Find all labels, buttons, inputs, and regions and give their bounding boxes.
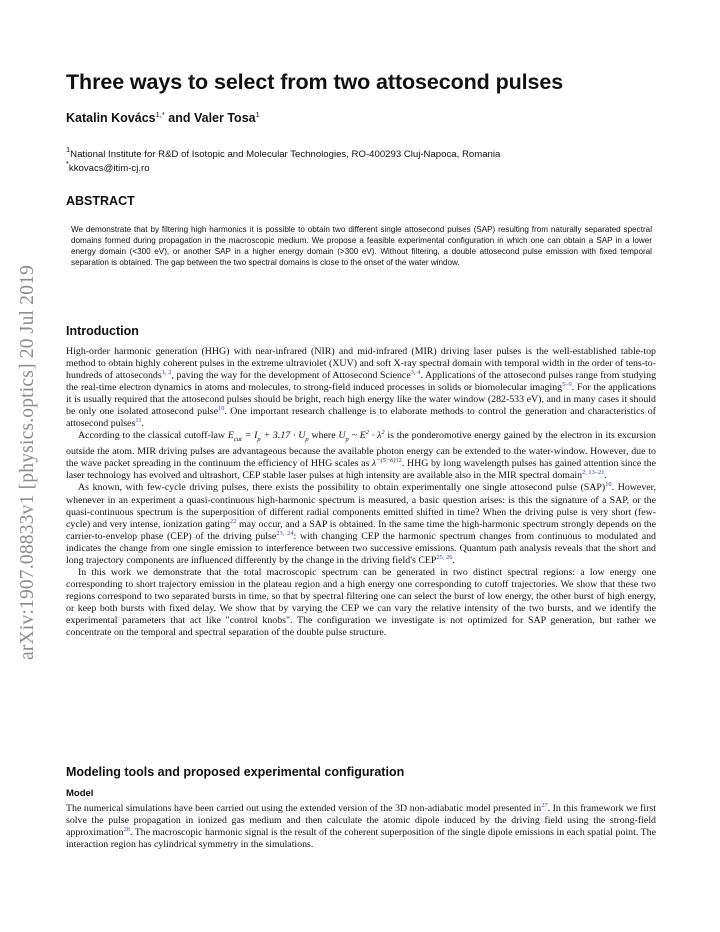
text-run: . HHG by long wavelength pulses has gained attention since the laser technology has evolved and ultrashort, CEP stable laser pulses at high intensity are available also in the MIR spectral domain — [66, 458, 656, 482]
modeling-body — [66, 803, 656, 851]
citation-link[interactable]: 10 — [218, 405, 225, 413]
citation-link[interactable]: 10 — [605, 481, 612, 489]
citation-link[interactable]: 11 — [135, 417, 142, 425]
math-symbol: E — [227, 430, 234, 442]
author-name: Katalin Kovács — [66, 111, 156, 125]
citation-link[interactable]: 5–9 — [562, 381, 572, 389]
text-run: . In this framework we first solve the pulse propagation in ionized gas medium and then calculate the atomic dipole induced by the driving field using the strong-field approximation — [66, 803, 656, 839]
author-name: Valer Tosa — [193, 111, 256, 125]
text-run: . One important research challenge is to elaborate methods to control the generation and characteristics of attosecond pulses — [66, 406, 656, 430]
text-run: . For the applications it is usually required that the attosecond pulses should be bright, reach high energy like the water window (282-533 eV), and in many cases it should be only one isolated attosecond pulse — [66, 382, 657, 418]
affiliation-line — [66, 145, 500, 160]
math-subscript: p — [257, 436, 261, 444]
paragraph — [66, 346, 656, 430]
author-list — [66, 110, 260, 125]
text-run: The numerical simulations have been carried out using the extended version of the 3D non-adiabatic model presented in — [66, 803, 542, 814]
text-run: . However, whenever in an experiment a quasi-continuous high-harmonic spectrum is measured, a basic question arises: is this the signature of a SAP, or the quasi-continuous spectrum is the superposition of different radial components emitted shifted in time? When the driving pulse is very short (few-cycle) and very intense, ionization gating — [66, 482, 656, 530]
model-subheading: Model — [66, 788, 94, 799]
corresponding-email-line — [66, 159, 150, 174]
citation-link[interactable]: 22 — [229, 517, 237, 525]
text-run: : with changing CEP the harmonic spectrum changes from continuous to modulated and indicates the change from one single emission to interference between two successive emissions. Quantum path analysis reveals that the short and long trajectory components are influenced differently by the change in the driving field's CEP — [66, 530, 656, 566]
text-run: is the ponderomotive energy gained by the electron in its excursion outside the atom. MIR driving pulses are advantageous because the available photon energy can be extended to the water-window. However, due to the wave packet spreading in the continuum the efficiency of HHG scales as — [66, 430, 656, 470]
citation-link[interactable]: 2, 13–21 — [582, 469, 605, 477]
math-subscript: p — [345, 436, 349, 444]
math-expression — [372, 458, 396, 469]
math-expression — [338, 429, 385, 444]
affiliation-mark: 1,* — [155, 110, 165, 119]
paragraph — [66, 803, 656, 851]
math-symbol: · λ — [368, 430, 382, 442]
affiliation-text: National Institute for R&D of Isotopic and Molecular Technologies, RO-400293 Cluj-Napoca, Romania — [70, 149, 501, 160]
author-conjunction: and — [164, 111, 194, 125]
text-run: may occur, and a SAP is obtained. In the same time the high-harmonic spectrum strongly depends on the carrier-to-envelop phase (CEP) of the driving pulse — [66, 518, 656, 542]
email-text[interactable]: kkovacs@itim-cj.ro — [68, 163, 150, 174]
text-run: . — [604, 470, 607, 482]
math-superscript: 2 — [381, 429, 385, 437]
citation-link[interactable]: 28 — [123, 826, 130, 834]
paragraph — [66, 482, 656, 566]
text-run: As known, with few-cycle driving pulses, there exists the possibility to obtain experimentally one single attosecond pulse (SAP) — [78, 482, 606, 494]
text-run: , paving the way for the development of Attosecond Science — [171, 370, 411, 382]
citation-link[interactable]: 23, 24 — [276, 529, 294, 537]
text-run: . — [141, 418, 145, 430]
affiliation-mark: 1 — [66, 145, 71, 154]
math-superscript: 2 — [365, 429, 369, 437]
abstract-text: We demonstrate that by filtering high harmonics it is possible to obtain two different single attosecond pulses (SAP) resulting from naturally separated spectral domains formed during propagation in the macroscopic medium. We propose a feasible experimental configuration in which one can obtain a SAP in a lower energy domain (<300 eV), or another SAP in a higher energy domain (>300 eV). Without filtering, a double attosecond pulse emission with fixed temporal separation is obtained. The gap between the two spectral domains is close to the onset of the water window. — [71, 225, 652, 267]
math-symbol: U — [338, 430, 346, 442]
modeling-section-heading: Modeling tools and proposed experimental configuration — [66, 765, 405, 779]
affiliation-mark: * — [66, 159, 69, 168]
citation-link[interactable]: 12 — [395, 457, 402, 465]
math-subscript: cut — [233, 436, 242, 444]
paper-title: Three ways to select from two attosecond pulses — [66, 70, 564, 94]
affiliation-mark: 1 — [255, 110, 260, 119]
arxiv-identifier-stamp: arXiv:1907.08833v1 [physics.optics] 20 Jul 2019 — [17, 264, 38, 660]
math-expression — [227, 430, 309, 444]
math-symbol: λ — [371, 458, 377, 470]
text-run: . — [452, 554, 455, 566]
paragraph — [66, 430, 656, 482]
introduction-heading: Introduction — [66, 324, 139, 338]
math-superscript: −(5−6) — [376, 457, 396, 465]
math-symbol: = I — [241, 430, 258, 442]
citation-link[interactable]: 25, 26 — [436, 553, 453, 561]
citation-link[interactable]: 3, 4 — [410, 369, 421, 377]
introduction-body — [66, 346, 656, 639]
text-run: High-order harmonic generation (HHG) with near-infrared (NIR) and mid-infrared (MIR) driving laser pulses is the well-established table-top method to obtain highly coherent pulses in the extreme ultraviolet (XUV) and soft X-ray spectral domain with temporal width in the order of tens-to-hundreds of attoseconds — [66, 346, 656, 382]
text-run: . Applications of the attosecond pulses range from studying the real-time electron dynamics in atoms and molecules, to strong-field induced processes in solids or biomolecular imaging — [66, 370, 657, 394]
text-run: According to the classical cutoff-law — [78, 430, 228, 442]
abstract-heading: ABSTRACT — [66, 194, 135, 208]
text-run: where — [308, 430, 339, 442]
math-symbol: ~ E — [348, 430, 366, 442]
math-subscript: p — [305, 436, 309, 444]
math-symbol: + 3.17 · U — [260, 430, 306, 442]
citation-link[interactable]: 1, 2 — [161, 369, 172, 377]
text-run: . The macroscopic harmonic signal is the result of the coherent superposition of the single dipole emissions in each spatial point. The interaction region has cylindrical symmetry in the simulations. — [66, 827, 656, 851]
paragraph: In this work we demonstrate that the total macroscopic spectrum can be generated in two distinct spectral regions: a low energy one corresponding to short trajectory emission in the plateau region and a high energy one corresponding to cutoff trajectories. We show that these two regions correspond to two separated bursts in time, so that by spectral filtering one can select the burst of low energy, the other burst of high energy, or keep both bursts with fixed delay. We show that by varying the CEP we can vary the relative intensity of the two bursts, and we identify the experimental parameters that act like "control knobs". The configuration we investigate is not optimized for SAP generation, but rather we concentrate on the temporal and spectral separation of the double pulse structure. — [66, 566, 656, 639]
citation-link[interactable]: 27 — [541, 802, 548, 809]
